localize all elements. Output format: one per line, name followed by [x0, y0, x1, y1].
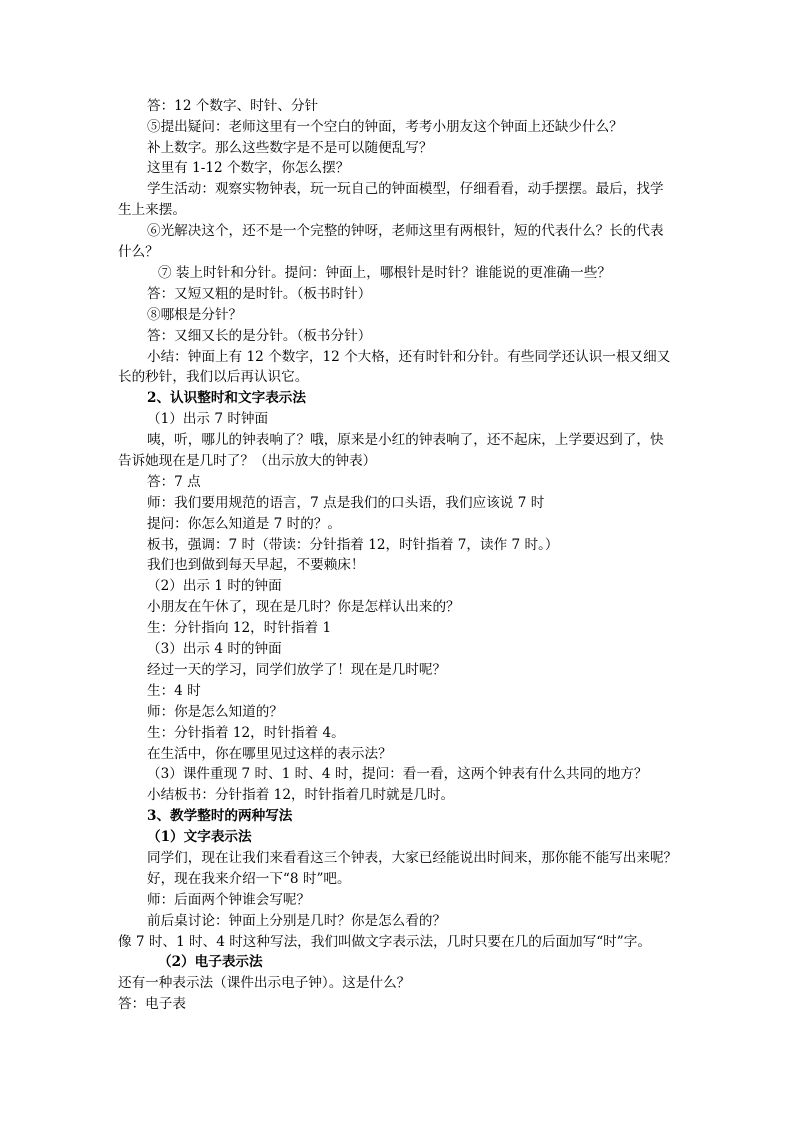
text-line: 好，现在我来介绍一下“8 时”吧。	[147, 871, 351, 887]
text-line: 生：分针指着 12，时针指着 4。	[147, 725, 345, 741]
summary-line: 长的秒针，我们以后再认识它。	[118, 369, 309, 385]
text-line: 告诉她现在是几时了？（出示放大的钟表）	[118, 453, 377, 469]
text-line: 什么？	[118, 244, 159, 260]
section-heading: 2、认识整时和文字表示法	[147, 390, 306, 406]
text-line: 师：你是怎么知道的？	[147, 704, 283, 720]
answer-line: 答：7 点	[147, 474, 201, 490]
text-line: 生：分针指向 12，时针指着 1	[147, 620, 332, 636]
text-line: 补上数字。那么这些数字是不是可以随便乱写？	[147, 140, 433, 156]
question-line: ⑤提出疑问：老师这里有一个空白的钟面，考考小朋友这个钟面上还缺少什么？	[147, 119, 623, 135]
text-line: 学生活动：观察实物钟表，玩一玩自己的钟面模型，仔细看看，动手摆摆。最后，找学	[147, 181, 664, 197]
summary-line: 小结：钟面上有 12 个数字，12 个大格，还有时针和分针。有些同学还认识一根又细又	[147, 349, 671, 365]
subheading: （2）电子表示法	[158, 954, 263, 970]
text-line: 经过一天的学习，同学们放学了！现在是几时呢？	[147, 662, 447, 678]
text-line: 板书，强调：7 时（带读：分针指着 12，时针指着 7，读作 7 时。）	[147, 537, 559, 553]
text-line: 在生活中，你在哪里见过这样的表示法？	[147, 746, 392, 762]
text-line: 生上来摆。	[118, 202, 186, 218]
text-line: 咦，听，哪儿的钟表响了？哦，原来是小红的钟表响了，还不起床，上学要迟到了，快	[147, 432, 664, 448]
summary-line: 小结板书：分针指着 12，时针指着几时就是几时。	[147, 787, 455, 803]
question-line: ⑧哪根是分针？	[147, 307, 243, 323]
subheading: （3）课件重现 7 时、1 时、4 时，提问：看一看，这两个钟表有什么共同的地方？	[147, 766, 648, 782]
section-heading: 3、教学整时的两种写法	[147, 808, 293, 824]
text-line: 同学们，现在让我们来看看这三个钟表，大家已经能说出时间来，那你能不能写出来呢？	[147, 850, 678, 866]
subheading: （1）文字表示法	[147, 829, 252, 845]
subheading: （1）出示 7 时钟面	[147, 411, 269, 427]
answer-line: 答：又细又长的是分针。（板书分针）	[147, 328, 372, 344]
text-line: ⑦ 装上时针和分针。提问：钟面上，哪根针是时针？谁能说的更准确一些？	[158, 265, 611, 281]
text-line: 小朋友在午休了，现在是几时？你是怎样认出来的？	[147, 599, 460, 615]
text-line: 师：后面两个钟谁会写呢？	[147, 892, 311, 908]
text-line: 我们也到做到每天早起，不要赖床！	[147, 557, 365, 573]
text-line: 还有一种表示法（课件出示电子钟）。这是什么？	[118, 975, 411, 991]
text-line: 像 7 时、1 时、4 时这种写法，我们叫做文字表示法，几时只要在几的后面加写“时”字。	[118, 934, 651, 950]
text-line: 师：我们要用规范的语言，7 点是我们的口头语，我们应该说 7 时	[147, 495, 545, 511]
answer-line: 答：12 个数字、时针、分针	[147, 98, 319, 114]
subheading: （3）出示 4 时的钟面	[147, 641, 282, 657]
text-line: 这里有 1-12 个数字，你怎么摆？	[147, 160, 350, 176]
question-line: 提问：你怎么知道是 7 时的？。	[147, 516, 342, 532]
text-line: ⑥光解决这个，还不是一个完整的钟呀，老师这里有两根针，短的代表什么？长的代表	[147, 223, 664, 239]
subheading: （2）出示 1 时的钟面	[147, 578, 282, 594]
answer-line: 答：又短又粗的是时针。（板书时针）	[147, 286, 372, 302]
text-line: 前后桌讨论：钟面上分别是几时？你是怎么看的？	[147, 913, 447, 929]
answer-line: 答：电子表	[118, 996, 186, 1012]
text-line: 生：4 时	[147, 683, 201, 699]
